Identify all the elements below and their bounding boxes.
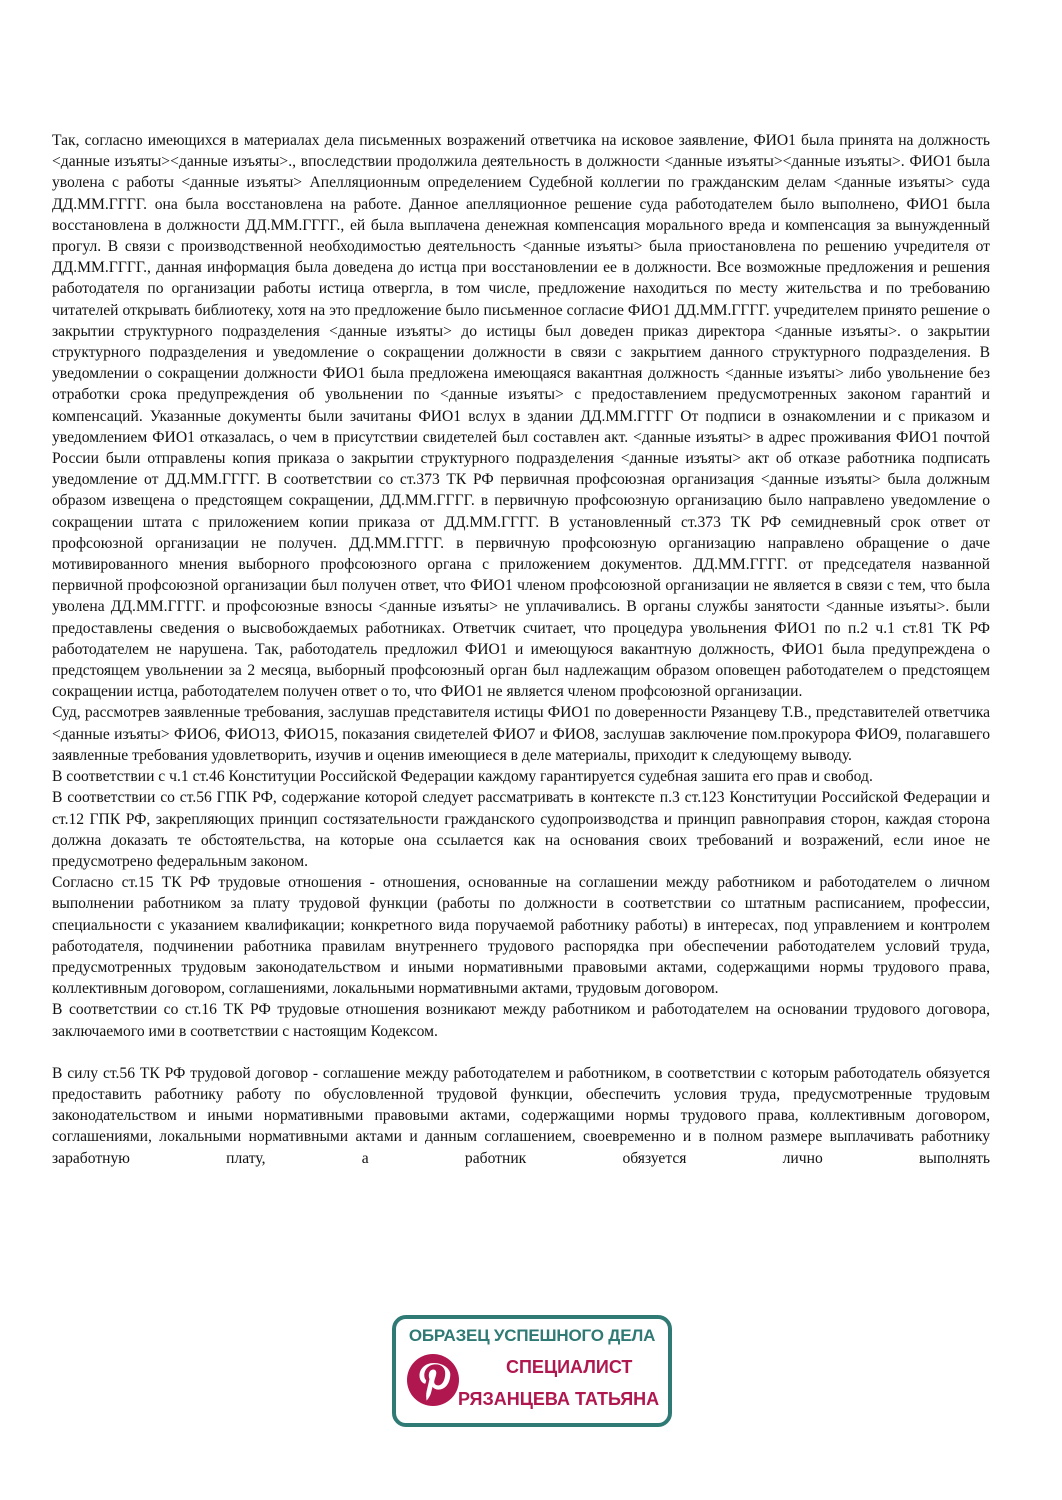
stamp-specialist: СПЕЦИАЛИСТ — [506, 1357, 633, 1377]
paragraph-3: В соответствии с ч.1 ст.46 Конституции Российской Федерации каждому гарантируется судебная зашита его прав и свобод. — [52, 768, 873, 786]
paragraph-7: В силу ст.56 ТК РФ трудовой договор - соглашение между работодателем и работником, в соответствии с которым работодатель обязуется предоставить работнику работу по обусловленной трудовой функции, обеспечить условия труда, предусмотренные трудовым законодательством и иными нормативными правовыми актами, содержащими нормы трудового права, коллективным договором, соглашениями, локальными нормативными актами и данным соглашением, своевременно и в полном размере выплачивать работнику заработную плату, а работник обязуется лично выполнять — [52, 1064, 990, 1167]
sample-case-stamp — [392, 1315, 672, 1427]
document-body — [52, 130, 990, 1169]
stamp-title: ОБРАЗЕЦ УСПЕШНОГО ДЕЛА — [408, 1326, 656, 1345]
stamp-name: РЯЗАНЦЕВА ТАТЬЯНА — [458, 1389, 660, 1409]
pinterest-icon — [406, 1353, 460, 1407]
paragraph-1: Так, согласно имеющихся в материалах дела письменных возражений ответчика на исковое заявление, ФИО1 была принята на должность <данные изъяты><данные изъяты>., впоследствии продолжила деятельность в должности <данные изъяты><данные изъяты>. ФИО1 была уволена с работы <данные изъяты> Апелляционным определением Судебной коллегии по гражданским делам <данные изъяты> суда ДД.ММ.ГГГГ. она была восстановлена на работе. Данное апелляционное решение суда работодателем было выполнено, ФИО1 была восстановлена в должности ДД.ММ.ГГГГ., ей была выплачена денежная компенсация морального вреда и компенсация за вынужденный прогул. В связи с производственной необходимостью деятельность <данные изъяты> была приостановлена по решению учредителя от ДД.ММ.ГГГГ., данная информация была доведена до истца при восстановлении ее в должности. Все возможные предложения и решения работодателя по организации работы истица отвергла, в том числе, предложение находиться по месту жительства и по требованию читателей открывать библиотеку, хотя на это предложение было письменное согласие ФИО1 ДД.ММ.ГГГГ. учредителем принято решение о закрытии структурного подразделения <данные изъяты> до истицы был доведен приказ директора <данные изъяты>. о закрытии структурного подразделения и уведомление о сокращении должности в связи с закрытием данного структурного подразделения. В уведомлении о сокращении должности ФИО1 была предложена имеющаяся вакантная должность <данные изъяты> либо увольнение без отработки срока предупреждения об увольнении по <данные изъяты> с предоставлением предусмотренных законом гарантий и компенсаций. Указанные документы были зачитаны ФИО1 вслух в здании ДД.ММ.ГГГГ От подписи в ознакомлении и с приказом и уведомлением ФИО1 отказалась, о чем в присутствии свидетелей был составлен акт. <данные изъяты> в адрес проживания ФИО1 почтой России были отправлены копия приказа о закрытии структурного подразделения <данные изъяты> акт об отказе работника подписать уведомление от ДД.ММ.ГГГГ. В соответствии со ст.373 ТК РФ первичная профсоюзная организация <данные изъяты> была должным образом извещена о предстоящем сокращении, ДД.ММ.ГГГГ. в первичную профсоюзную организацию было направлено уведомление о сокращении штата с приложением копии приказа от ДД.ММ.ГГГГ. В установленный ст.373 ТК РФ семидневный срок ответ от профсоюзной организации не получен. ДД.ММ.ГГГГ. в первичную профсоюзную организацию направлено обращение о даче мотивированного мнения выборного профсоюзного органа с приложением документов. ДД.ММ.ГГГГ. от председателя названной первичной профсоюзной организации был получен ответ, что ФИО1 членом профсоюзной организации не является в связи с тем, что была уволена ДД.ММ.ГГГГ. и профсоюзные взносы <данные изъяты> не уплачивались. В органы службы занятости <данные изъяты>. были предоставлены сведения о высвобождаемых работниках. Ответчик считает, что процедура увольнения ФИО1 по п.2 ч.1 ст.81 ТК РФ работодателем не нарушена. Так, работодатель предложил ФИО1 и имеющуюся вакантную должность, ФИО1 была предупреждена о предстоящем увольнении за 2 месяца, выборный профсоюзный орган был надлежащим образом оповещен работодателем о предстоящем сокращении истца, работодателем получен ответ о то, что ФИО1 не является членом профсоюзной организации. — [52, 132, 990, 701]
paragraph-6: В соответствии со ст.16 ТК РФ трудовые отношения возникают между работником и работодателем на основании трудового договора, заключаемого ими в соответствии с настоящим Кодексом. — [52, 1001, 990, 1040]
paragraph-5: Согласно ст.15 ТК РФ трудовые отношения - отношения, основанные на соглашении между работником и работодателем о личном выполнении работником за плату трудовой функции (работы по должности в соответствии со штатным расписанием, профессии, специальности с указанием квалификации; конкретного вида поручаемой работнику работы) в интересах, под управлением и контролем работодателя, подчинении работника правилам внутреннего трудового распорядка при обеспечении работодателем условий труда, предусмотренных трудовым законодательством и иными нормативными правовыми актами, содержащими нормы трудового права, коллективным договором, соглашениями, локальными нормативными актами, трудовым договором. — [52, 874, 990, 998]
paragraph-2: Суд, рассмотрев заявленные требования, заслушав представителя истицы ФИО1 по доверенности Рязанцеву Т.В., представителей ответчика <данные изъяты> ФИО6, ФИО13, ФИО15, показания свидетелей ФИО7 и ФИО8, заслушав заключение пом.прокурора ФИО9, полагавшего заявленные требования удовлетворить, изучив и оценив имеющиеся в деле материалы, приходит к следующему выводу. — [52, 704, 990, 764]
paragraph-4: В соответствии со ст.56 ГПК РФ, содержание которой следует рассматривать в контексте п.3 ст.123 Конституции Российской Федерации и ст.12 ГПК РФ, закрепляющих принцип состязательности гражданского судопроизводства и принцип равноправия сторон, каждая сторона должна доказать те обстоятельства, на которые она ссылается как на основания своих требований и возражений, если иное не предусмотрено федеральным законом. — [52, 789, 990, 870]
